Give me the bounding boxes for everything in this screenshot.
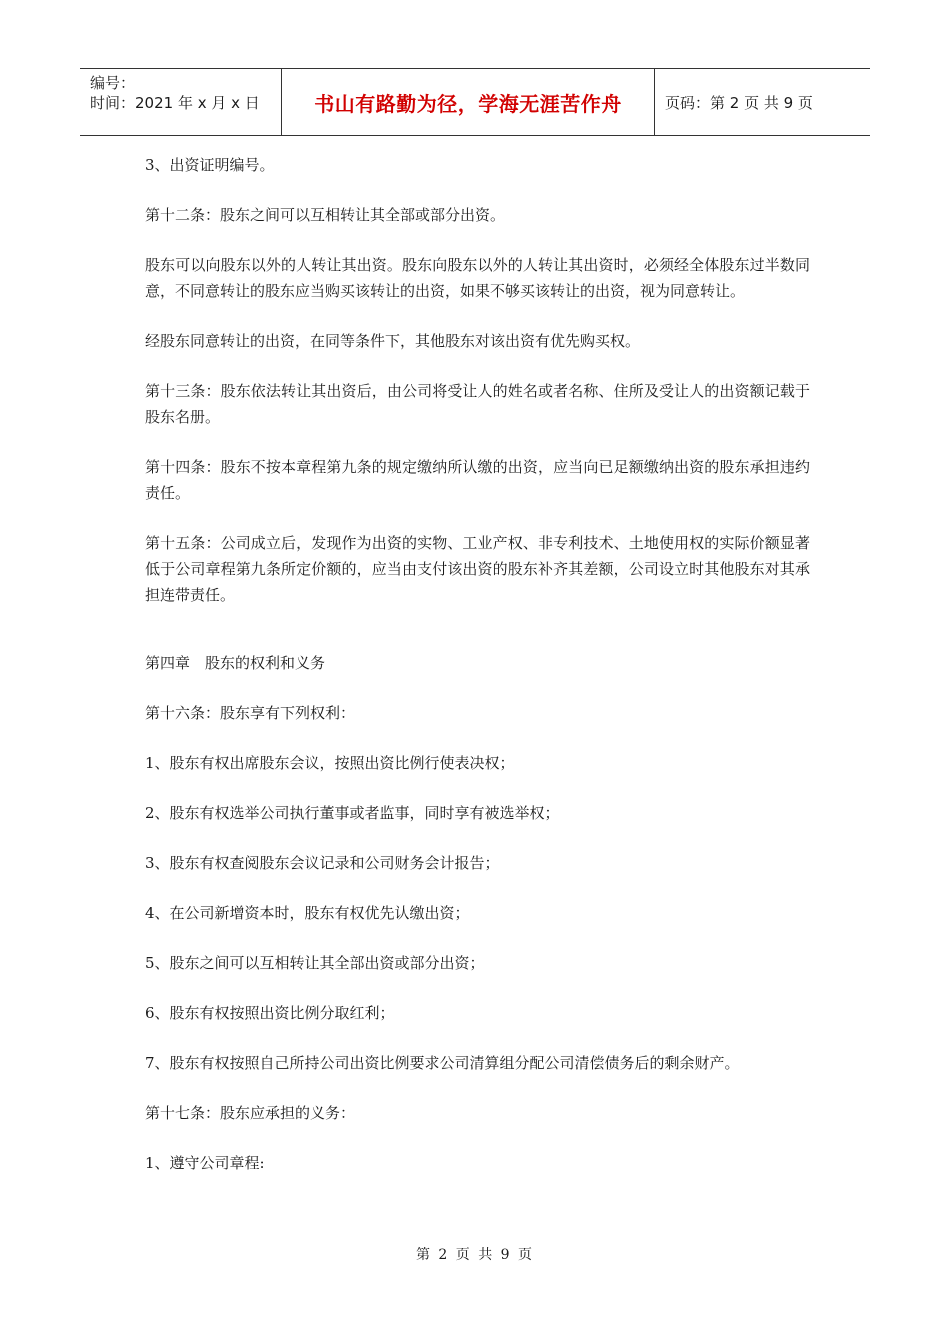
article-13: 第十三条：股东依法转让其出资后，由公司将受让人的姓名或者名称、住所及受让人的出资额记载于股东名册。 [145,382,810,426]
document-time-label: 时间：2021 年 x 月 x 日 [90,94,260,112]
list-item: 5、股东之间可以互相转让其全部出资或部分出资； [145,954,485,972]
list-item: 1、股东有权出席股东会议，按照出资比例行使表决权； [145,754,515,772]
body-paragraph: 经股东同意转让的出资，在同等条件下，其他股东对该出资有优先购买权。 [145,332,641,350]
document-number-label: 编号： [90,74,136,92]
header-meta [80,69,282,135]
body-paragraph: 股东可以向股东以外的人转让其出资。股东向股东以外的人转让其出资时，必须经全体股东过半数同意，不同意转让的股东应当购买该转让的出资，如果不够买该转让的出资，视为同意转让。 [145,256,810,300]
list-item: 3、股东有权查阅股东会议记录和公司财务会计报告； [145,854,500,872]
document-body [145,152,810,1200]
page-footer: 第 2 页 共 9 页 [415,1247,535,1263]
body-paragraph: 3、出资证明编号。 [145,156,275,174]
list-item: 6、股东有权按照出资比例分取红利； [145,1004,395,1022]
list-item: 7、股东有权按照自己所持公司出资比例要求公司清算组分配公司清偿债务后的剩余财产。 [145,1054,740,1072]
header-page-info: 页码：第 2 页 共 9 页 [665,93,813,112]
list-item: 1、遵守公司章程: [145,1154,265,1172]
list-item: 2、股东有权选举公司执行董事或者监事，同时享有被选举权； [145,804,560,822]
page-header [80,68,870,136]
article-17: 第十七条：股东应承担的义务： [145,1104,356,1122]
chapter-heading: 第四章 股东的权利和义务 [145,654,326,672]
header-motto: 书山有路勤为径，学海无涯苦作舟 [282,69,655,135]
article-15: 第十五条：公司成立后，发现作为出资的实物、工业产权、非专利技术、土地使用权的实际价额显著低于公司章程第九条所定价额的，应当由支付该出资的股东补齐其差额，公司设立时其他股东对其承担连带责任。 [145,534,810,604]
article-12: 第十二条：股东之间可以互相转让其全部或部分出资。 [145,206,506,224]
list-item: 4、在公司新增资本时，股东有权优先认缴出资； [145,904,470,922]
article-14: 第十四条：股东不按本章程第九条的规定缴纳所认缴的出资，应当向已足额缴纳出资的股东承担违约责任。 [145,458,810,502]
article-16: 第十六条：股东享有下列权利： [145,704,356,722]
